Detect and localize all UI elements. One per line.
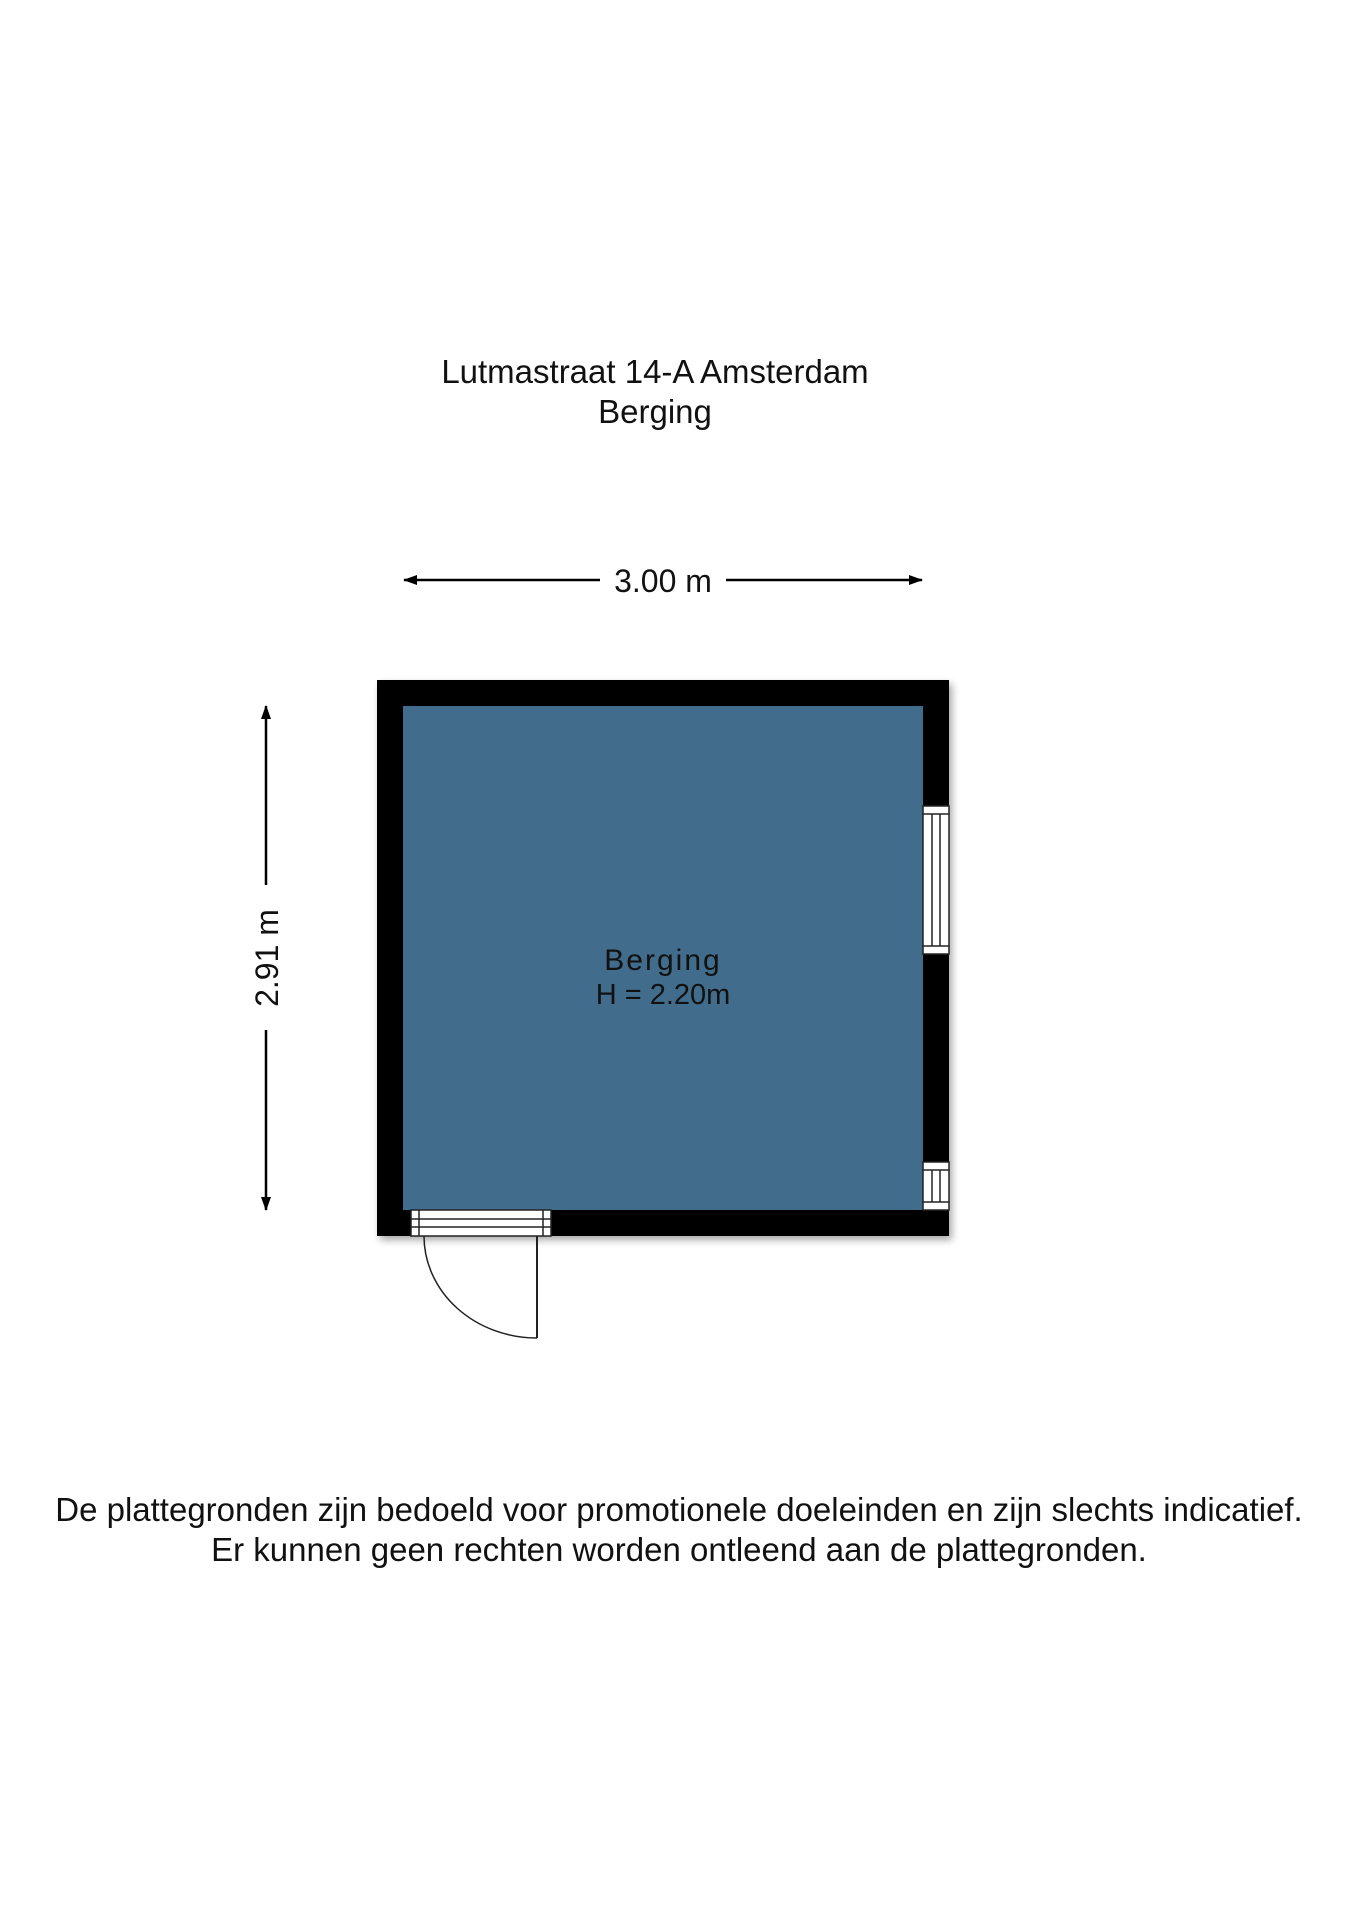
entrance-door — [411, 1210, 551, 1338]
width-dimension — [404, 563, 922, 599]
floor-title: Berging — [598, 393, 712, 430]
disclaimer-line-2: Er kunnen geen rechten worden ontleend aan de plattegronden. — [211, 1531, 1147, 1568]
disclaimer — [0, 1490, 1358, 1570]
depth-dimension — [249, 706, 285, 1210]
room-height: H = 2.20m — [595, 979, 731, 1011]
door-swing-arc — [424, 1236, 537, 1338]
window-right-lower — [923, 1162, 949, 1210]
room-name: Berging — [604, 944, 722, 977]
address-title: Lutmastraat 14-A Amsterdam — [441, 353, 869, 390]
depth-label: 2.91 m — [249, 909, 285, 1007]
disclaimer-line-1: De plattegronden zijn bedoeld voor promotionele doeleinden en zijn slechts indicatief. — [55, 1491, 1303, 1528]
width-label: 3.00 m — [614, 563, 712, 599]
window-right-upper — [923, 806, 949, 954]
